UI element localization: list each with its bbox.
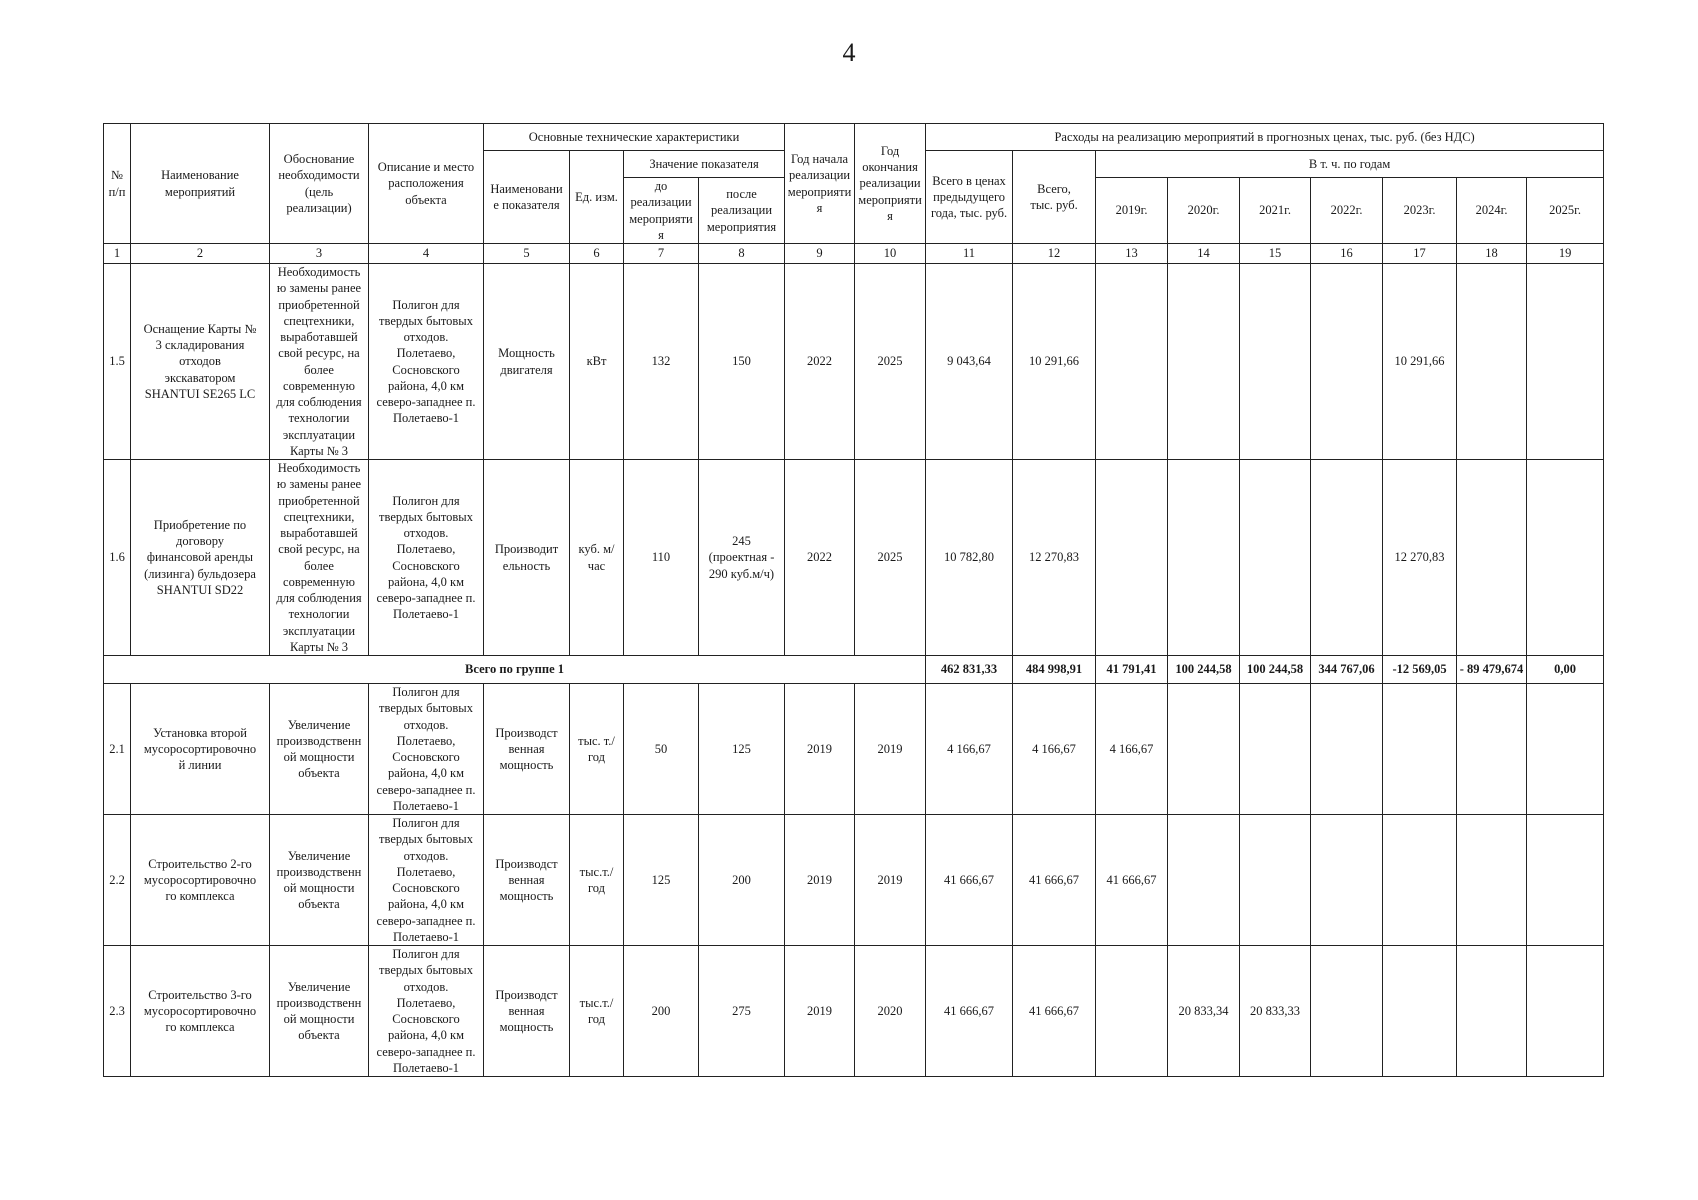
value-after: 200: [699, 815, 785, 946]
cost-total: 4 166,67: [1013, 684, 1096, 815]
row-number: 2.2: [104, 815, 131, 946]
investment-program-table: [103, 123, 1604, 1077]
measure-name: Оснащение Карты № 3 складирования отходов экскаватором SHANTUI SE265 LC: [131, 264, 270, 460]
measure-name: Строительство 3-го мусоросортировочно го комплекса: [131, 946, 270, 1077]
cost-year-2019: [1096, 946, 1168, 1077]
cost-year-2024: [1457, 815, 1527, 946]
indicator-name: Мощность двигателя: [484, 264, 570, 460]
location-description: Полигон для твердых бытовых отходов. Полетаево, Сосновского района, 4,0 км северо-западнее п. Полетаево-1: [369, 684, 484, 815]
header-year-2022: 2022г.: [1311, 178, 1383, 244]
indicator-name: Производит ельность: [484, 460, 570, 656]
cost-year-2024: [1457, 460, 1527, 656]
cost-year-2023: 12 270,83: [1383, 460, 1457, 656]
column-number-11: 11: [926, 244, 1013, 264]
header-costs-group: Расходы на реализацию мероприятий в прогнозных ценах, тыс. руб. (без НДС): [926, 124, 1604, 151]
column-number-10: 10: [855, 244, 926, 264]
value-after: 245 (проектная - 290 куб.м/ч): [699, 460, 785, 656]
header-year-2021: 2021г.: [1240, 178, 1311, 244]
header-start-year: Год начала реализации мероприяти я: [785, 124, 855, 244]
cost-year-2022: [1311, 460, 1383, 656]
column-number-7: 7: [624, 244, 699, 264]
value-before: 110: [624, 460, 699, 656]
table-row: [104, 946, 1604, 1077]
end-year: 2025: [855, 460, 926, 656]
unit: кВт: [570, 264, 624, 460]
table-row: [104, 815, 1604, 946]
group-1-total-2019: 41 791,41: [1096, 656, 1168, 684]
header-num: № п/п: [104, 124, 131, 244]
cost-year-2021: [1240, 264, 1311, 460]
header-by-years: В т. ч. по годам: [1096, 151, 1604, 178]
header-name: Наименование мероприятий: [131, 124, 270, 244]
cost-year-2020: [1168, 815, 1240, 946]
cost-year-2022: [1311, 684, 1383, 815]
unit: куб. м/ час: [570, 460, 624, 656]
cost-total: 10 291,66: [1013, 264, 1096, 460]
row-number: 2.3: [104, 946, 131, 1077]
column-number-19: 19: [1527, 244, 1604, 264]
value-after: 125: [699, 684, 785, 815]
cost-year-2019: 4 166,67: [1096, 684, 1168, 815]
group-1-total-2023: -12 569,05: [1383, 656, 1457, 684]
cost-prev-prices: 10 782,80: [926, 460, 1013, 656]
indicator-name: Производст венная мощность: [484, 684, 570, 815]
value-after: 150: [699, 264, 785, 460]
cost-year-2021: [1240, 684, 1311, 815]
header-year-2025: 2025г.: [1527, 178, 1604, 244]
measure-name: Установка второй мусоросортировочно й линии: [131, 684, 270, 815]
header-year-2023: 2023г.: [1383, 178, 1457, 244]
end-year: 2019: [855, 815, 926, 946]
header-total: Всего, тыс. руб.: [1013, 151, 1096, 244]
start-year: 2019: [785, 946, 855, 1077]
table-row: [104, 684, 1604, 815]
group-1-total-2022: 344 767,06: [1311, 656, 1383, 684]
column-number-12: 12: [1013, 244, 1096, 264]
location-description: Полигон для твердых бытовых отходов. Полетаево, Сосновского района, 4,0 км северо-западнее п. Полетаево-1: [369, 460, 484, 656]
cost-year-2025: [1527, 815, 1604, 946]
cost-year-2023: [1383, 684, 1457, 815]
header-prev-prices: Всего в ценах предыдущего года, тыс. руб.: [926, 151, 1013, 244]
cost-year-2021: [1240, 815, 1311, 946]
cost-year-2020: [1168, 264, 1240, 460]
cost-prev-prices: 41 666,67: [926, 815, 1013, 946]
page-number: 4: [842, 38, 856, 67]
header-year-2020: 2020г.: [1168, 178, 1240, 244]
header-justification: Обоснование необходимости (цель реализации): [270, 124, 369, 244]
start-year: 2019: [785, 815, 855, 946]
cost-year-2022: [1311, 264, 1383, 460]
indicator-name: Производст венная мощность: [484, 946, 570, 1077]
start-year: 2019: [785, 684, 855, 815]
value-after: 275: [699, 946, 785, 1077]
header-indicator-value: Значение показателя: [624, 151, 785, 178]
column-number-15: 15: [1240, 244, 1311, 264]
cost-total: 12 270,83: [1013, 460, 1096, 656]
header-tech-group: Основные технические характеристики: [484, 124, 785, 151]
value-before: 125: [624, 815, 699, 946]
row-number: 1.5: [104, 264, 131, 460]
location-description: Полигон для твердых бытовых отходов. Полетаево, Сосновского района, 4,0 км северо-западнее п. Полетаево-1: [369, 815, 484, 946]
cost-year-2023: 10 291,66: [1383, 264, 1457, 460]
cost-year-2025: [1527, 460, 1604, 656]
cost-year-2021: [1240, 460, 1311, 656]
column-number-3: 3: [270, 244, 369, 264]
column-number-13: 13: [1096, 244, 1168, 264]
justification: Необходимость ю замены ранее приобретенной спецтехники, выработавшей свой ресурс, на более современную для соблюдения технологии эксплуатации Карты № 3: [270, 264, 369, 460]
header-indicator-name: Наименовани е показателя: [484, 151, 570, 244]
header-description: Описание и место расположения объекта: [369, 124, 484, 244]
end-year: 2025: [855, 264, 926, 460]
end-year: 2020: [855, 946, 926, 1077]
column-number-2: 2: [131, 244, 270, 264]
cost-year-2023: [1383, 946, 1457, 1077]
location-description: Полигон для твердых бытовых отходов. Полетаево, Сосновского района, 4,0 км северо-западнее п. Полетаево-1: [369, 946, 484, 1077]
column-number-17: 17: [1383, 244, 1457, 264]
cost-year-2019: [1096, 264, 1168, 460]
justification: Увеличение производственн ой мощности объекта: [270, 684, 369, 815]
cost-year-2020: [1168, 684, 1240, 815]
cost-year-2022: [1311, 815, 1383, 946]
header-row-1: [104, 124, 1604, 151]
cost-year-2024: [1457, 264, 1527, 460]
cost-year-2019: 41 666,67: [1096, 815, 1168, 946]
column-number-5: 5: [484, 244, 570, 264]
group-1-total-2025: 0,00: [1527, 656, 1604, 684]
header-end-year: Год окончания реализации мероприяти я: [855, 124, 926, 244]
cost-year-2022: [1311, 946, 1383, 1077]
column-number-18: 18: [1457, 244, 1527, 264]
group-1-total-2024: - 89 479,674: [1457, 656, 1527, 684]
justification: Необходимость ю замены ранее приобретенной спецтехники, выработавшей свой ресурс, на более современную для соблюдения технологии эксплуатации Карты № 3: [270, 460, 369, 656]
cost-total: 41 666,67: [1013, 946, 1096, 1077]
group-2-body: [104, 684, 1604, 1077]
header-unit: Ед. изм.: [570, 151, 624, 244]
column-number-6: 6: [570, 244, 624, 264]
value-before: 200: [624, 946, 699, 1077]
cost-year-2020: 20 833,34: [1168, 946, 1240, 1077]
group-1-total-row: [104, 656, 1604, 684]
column-number-row: [104, 244, 1604, 264]
value-before: 132: [624, 264, 699, 460]
header-year-2019: 2019г.: [1096, 178, 1168, 244]
group-1-total-2020: 100 244,58: [1168, 656, 1240, 684]
group-1-total-label: Всего по группе 1: [104, 656, 926, 684]
table-row: [104, 264, 1604, 460]
start-year: 2022: [785, 264, 855, 460]
cost-total: 41 666,67: [1013, 815, 1096, 946]
column-number-1: 1: [104, 244, 131, 264]
unit: тыс. т./ год: [570, 684, 624, 815]
justification: Увеличение производственн ой мощности объекта: [270, 815, 369, 946]
column-number-14: 14: [1168, 244, 1240, 264]
location-description: Полигон для твердых бытовых отходов. Полетаево, Сосновского района, 4,0 км северо-западнее п. Полетаево-1: [369, 264, 484, 460]
unit: тыс.т./ год: [570, 946, 624, 1077]
cost-year-2025: [1527, 264, 1604, 460]
header-before: до реализации мероприяти я: [624, 178, 699, 244]
group-1-total-sum: 484 998,91: [1013, 656, 1096, 684]
cost-prev-prices: 9 043,64: [926, 264, 1013, 460]
unit: тыс.т./ год: [570, 815, 624, 946]
column-number-4: 4: [369, 244, 484, 264]
group-1-body: [104, 264, 1604, 656]
row-number: 1.6: [104, 460, 131, 656]
cost-year-2025: [1527, 684, 1604, 815]
group-1-total-prev: 462 831,33: [926, 656, 1013, 684]
cost-year-2025: [1527, 946, 1604, 1077]
column-number-16: 16: [1311, 244, 1383, 264]
header-after: после реализации мероприятия: [699, 178, 785, 244]
cost-year-2023: [1383, 815, 1457, 946]
cost-prev-prices: 4 166,67: [926, 684, 1013, 815]
column-number-9: 9: [785, 244, 855, 264]
cost-year-2019: [1096, 460, 1168, 656]
end-year: 2019: [855, 684, 926, 815]
cost-prev-prices: 41 666,67: [926, 946, 1013, 1077]
table-row: [104, 460, 1604, 656]
measure-name: Строительство 2-го мусоросортировочно го комплекса: [131, 815, 270, 946]
cost-year-2021: 20 833,33: [1240, 946, 1311, 1077]
row-number: 2.1: [104, 684, 131, 815]
header-year-2024: 2024г.: [1457, 178, 1527, 244]
justification: Увеличение производственн ой мощности объекта: [270, 946, 369, 1077]
column-number-8: 8: [699, 244, 785, 264]
cost-year-2024: [1457, 946, 1527, 1077]
cost-year-2020: [1168, 460, 1240, 656]
group-1-total-2021: 100 244,58: [1240, 656, 1311, 684]
indicator-name: Производст венная мощность: [484, 815, 570, 946]
start-year: 2022: [785, 460, 855, 656]
measure-name: Приобретение по договору финансовой аренды (лизинга) бульдозера SHANTUI SD22: [131, 460, 270, 656]
value-before: 50: [624, 684, 699, 815]
cost-year-2024: [1457, 684, 1527, 815]
